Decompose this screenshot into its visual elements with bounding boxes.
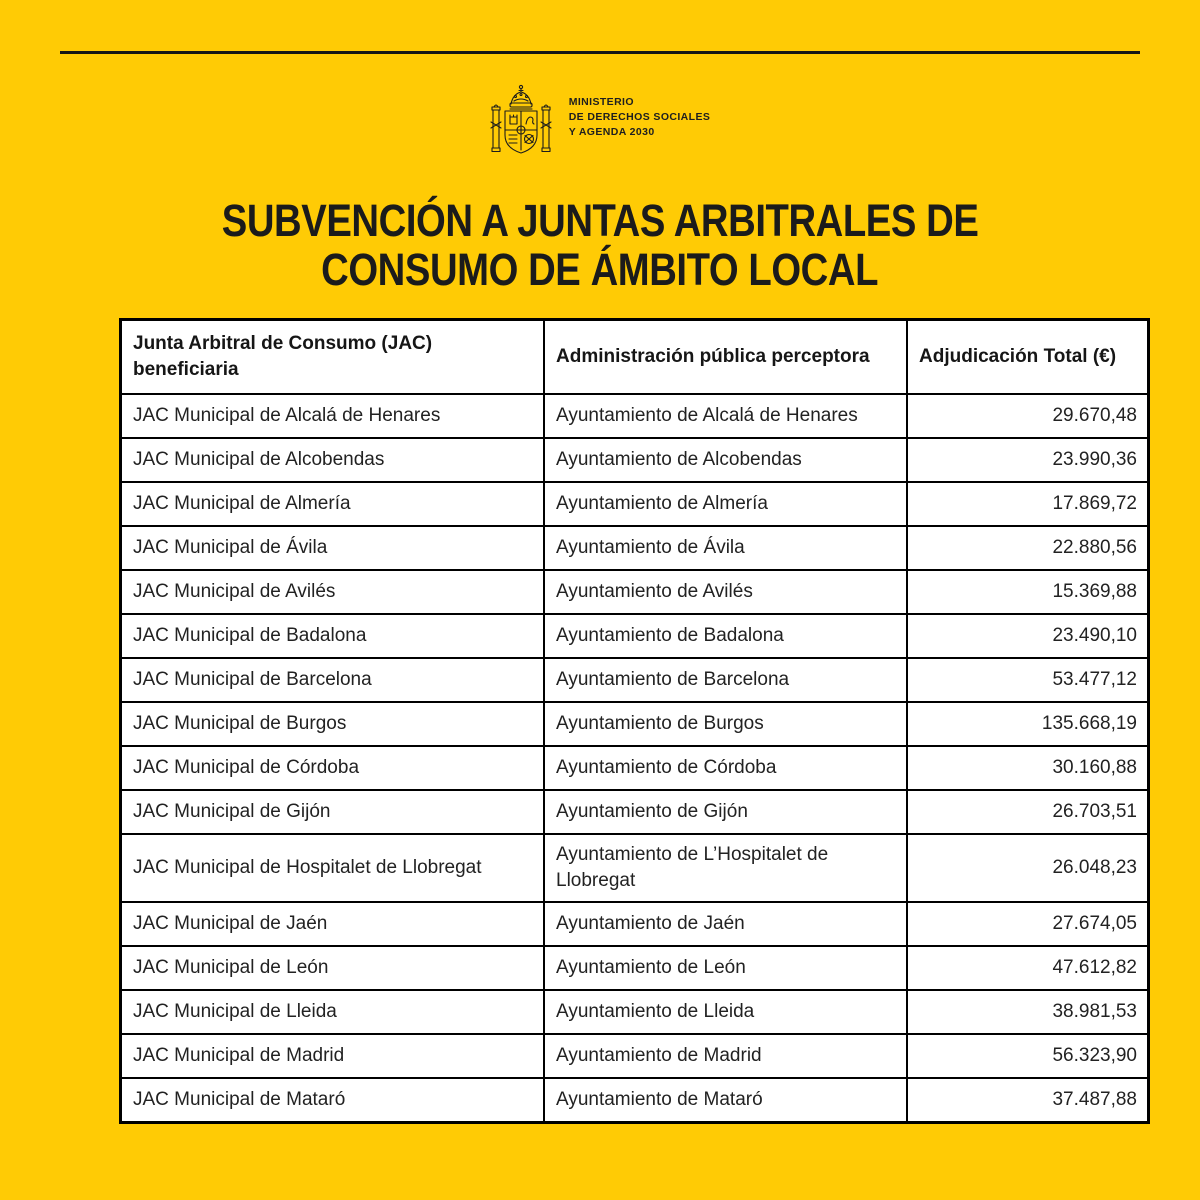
administration-cell: Ayuntamiento de Almería (544, 482, 907, 526)
administration-cell: Ayuntamiento de Burgos (544, 702, 907, 746)
table-row (121, 1078, 1149, 1123)
administration-cell: Ayuntamiento de León (544, 946, 907, 990)
amount-cell: 53.477,12 (907, 658, 1149, 702)
table-row (121, 1034, 1149, 1078)
amount-cell: 47.612,82 (907, 946, 1149, 990)
ministry-line-1: MINISTERIO (568, 96, 634, 108)
jac-beneficiary-cell: JAC Municipal de Alcobendas (121, 438, 545, 482)
jac-beneficiary-cell: JAC Municipal de Badalona (121, 614, 545, 658)
page-title-line-1: SUBVENCIÓN A JUNTAS ARBITRALES DE (221, 195, 979, 246)
administration-cell: Ayuntamiento de Gijón (544, 790, 907, 834)
administration-cell: Ayuntamiento de Avilés (544, 570, 907, 614)
ministry-wordmark (569, 95, 711, 140)
table-row (121, 902, 1149, 946)
column-header-jac: Junta Arbitral de Consumo (JAC) beneficiaria (121, 320, 545, 395)
amount-cell: 15.369,88 (907, 570, 1149, 614)
table-row (121, 482, 1149, 526)
table-row (121, 946, 1149, 990)
column-header-administration: Administración pública perceptora (544, 320, 907, 395)
table-row (121, 702, 1149, 746)
administration-cell: Ayuntamiento de Barcelona (544, 658, 907, 702)
amount-cell: 29.670,48 (907, 394, 1149, 438)
jac-beneficiary-cell: JAC Municipal de Jaén (121, 902, 545, 946)
subsidy-table (119, 318, 1150, 1124)
administration-cell: Ayuntamiento de L’Hospitalet de Llobregat (544, 834, 907, 902)
table-row (121, 614, 1149, 658)
ministry-line-3: Y AGENDA 2030 (568, 126, 655, 138)
column-header-total: Adjudicación Total (€) (907, 320, 1149, 395)
jac-beneficiary-cell: JAC Municipal de Barcelona (121, 658, 545, 702)
jac-beneficiary-cell: JAC Municipal de Ávila (121, 526, 545, 570)
jac-beneficiary-cell: JAC Municipal de Avilés (121, 570, 545, 614)
jac-beneficiary-cell: JAC Municipal de Hospitalet de Llobregat (121, 834, 545, 902)
administration-cell: Ayuntamiento de Alcalá de Henares (544, 394, 907, 438)
page-title-line-2: CONSUMO DE ÁMBITO LOCAL (321, 244, 879, 295)
jac-beneficiary-cell: JAC Municipal de Mataró (121, 1078, 545, 1123)
amount-cell: 135.668,19 (907, 702, 1149, 746)
table-row (121, 790, 1149, 834)
administration-cell: Ayuntamiento de Madrid (544, 1034, 907, 1078)
administration-cell: Ayuntamiento de Ávila (544, 526, 907, 570)
jac-beneficiary-cell: JAC Municipal de Madrid (121, 1034, 545, 1078)
administration-cell: Ayuntamiento de Badalona (544, 614, 907, 658)
amount-cell: 26.048,23 (907, 834, 1149, 902)
amount-cell: 22.880,56 (907, 526, 1149, 570)
ministry-logo (0, 82, 1200, 168)
page-title (0, 196, 1200, 294)
table-row (121, 990, 1149, 1034)
table-row (121, 834, 1149, 902)
top-divider-rule (60, 51, 1140, 54)
jac-beneficiary-cell: JAC Municipal de León (121, 946, 545, 990)
administration-cell: Ayuntamiento de Córdoba (544, 746, 907, 790)
amount-cell: 23.990,36 (907, 438, 1149, 482)
table-header-row (121, 320, 1149, 395)
jac-beneficiary-cell: JAC Municipal de Lleida (121, 990, 545, 1034)
ministry-line-2: DE DERECHOS SOCIALES (568, 111, 711, 123)
amount-cell: 37.487,88 (907, 1078, 1149, 1123)
amount-cell: 38.981,53 (907, 990, 1149, 1034)
table-header (121, 320, 1149, 395)
table-row (121, 746, 1149, 790)
table-row (121, 438, 1149, 482)
table-row (121, 570, 1149, 614)
table-body (121, 394, 1149, 1123)
amount-cell: 26.703,51 (907, 790, 1149, 834)
administration-cell: Ayuntamiento de Jaén (544, 902, 907, 946)
table-row (121, 394, 1149, 438)
administration-cell: Ayuntamiento de Lleida (544, 990, 907, 1034)
table-row (121, 526, 1149, 570)
table-row (121, 658, 1149, 702)
amount-cell: 23.490,10 (907, 614, 1149, 658)
amount-cell: 56.323,90 (907, 1034, 1149, 1078)
amount-cell: 30.160,88 (907, 746, 1149, 790)
jac-beneficiary-cell: JAC Municipal de Córdoba (121, 746, 545, 790)
spain-coat-of-arms-icon (490, 82, 552, 168)
administration-cell: Ayuntamiento de Alcobendas (544, 438, 907, 482)
amount-cell: 27.674,05 (907, 902, 1149, 946)
jac-beneficiary-cell: JAC Municipal de Alcalá de Henares (121, 394, 545, 438)
jac-beneficiary-cell: JAC Municipal de Gijón (121, 790, 545, 834)
jac-beneficiary-cell: JAC Municipal de Burgos (121, 702, 545, 746)
amount-cell: 17.869,72 (907, 482, 1149, 526)
administration-cell: Ayuntamiento de Mataró (544, 1078, 907, 1123)
jac-beneficiary-cell: JAC Municipal de Almería (121, 482, 545, 526)
